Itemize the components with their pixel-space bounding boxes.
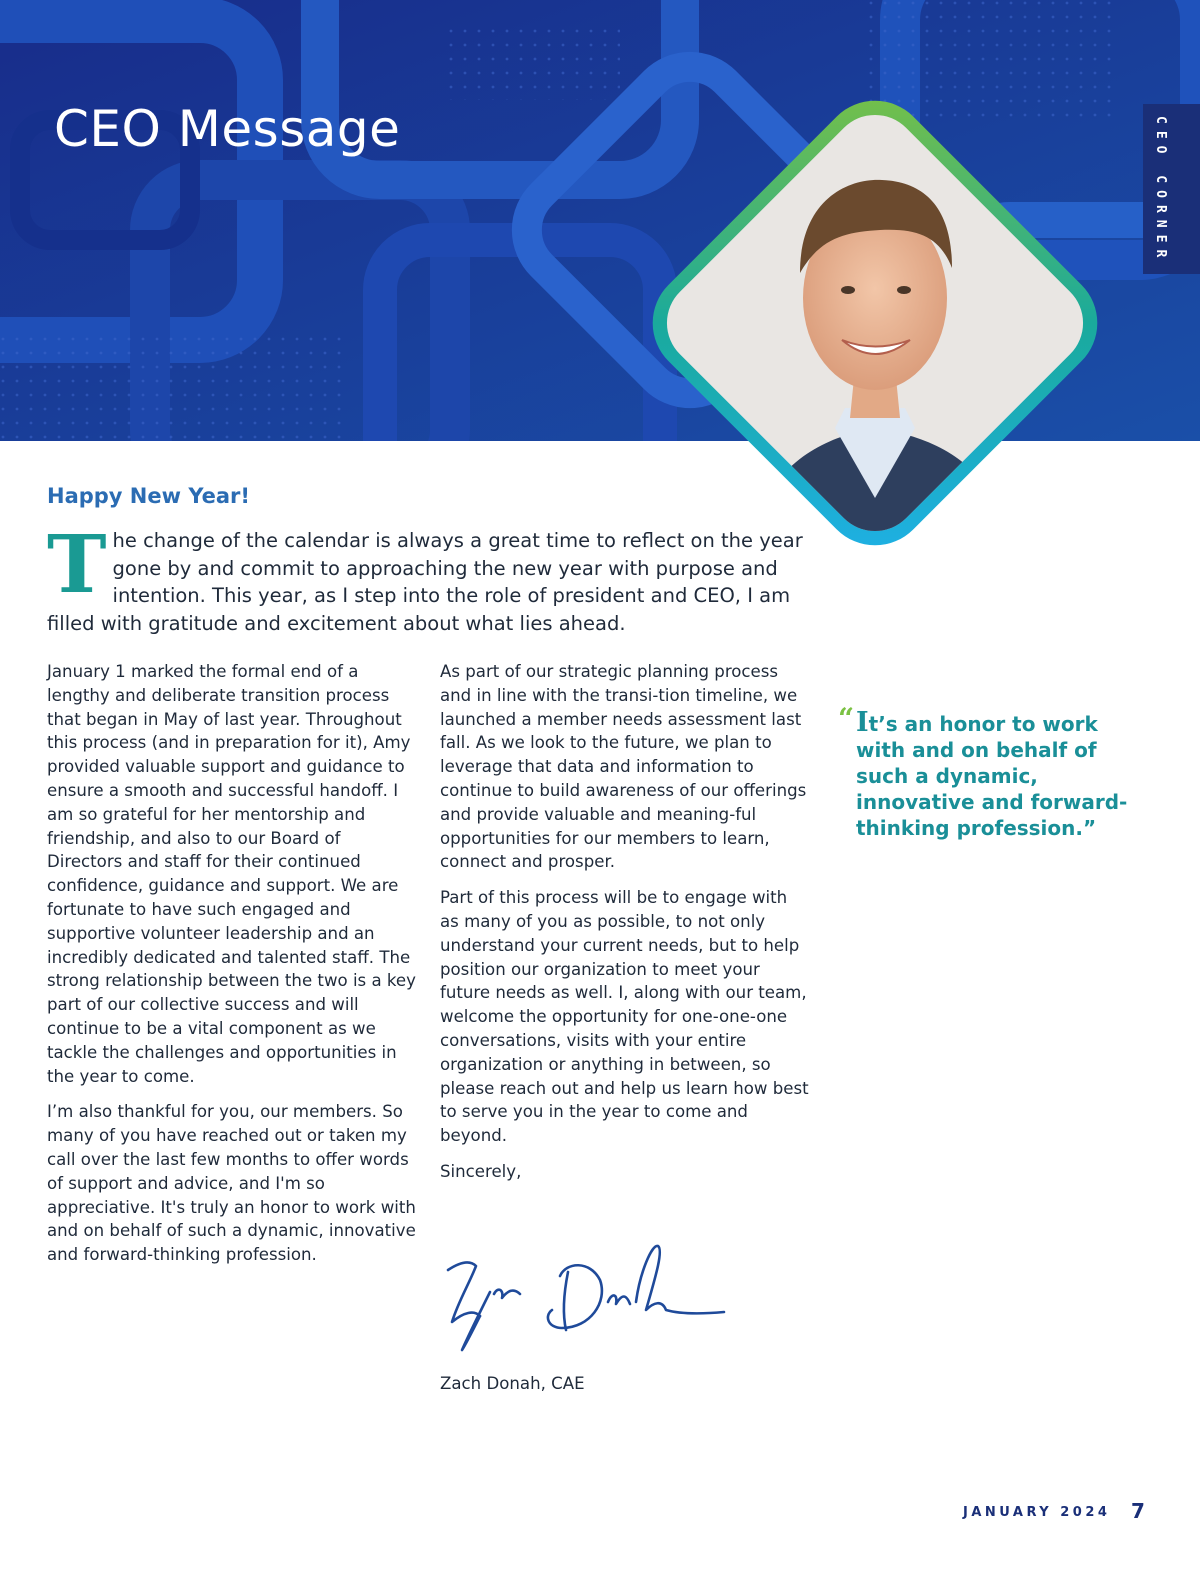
- quote-text: t’s an honor to work with and on behalf of such a dynamic, innovative and forward-thinking profession.”: [856, 712, 1128, 840]
- paragraph: Part of this process will be to engage with as many of you as possible, to not only understand your current needs, but to help position our organization to meet your future needs as well. I, along with our team, welcome the opportunity for one-one-one conversations, visits with your entire organization or anything in between, so please reach out and help us learn how best to serve you in the year to come and beyond.: [440, 888, 809, 1146]
- quote-first-letter: I: [856, 707, 869, 738]
- page-number: 7: [1131, 1499, 1145, 1523]
- pull-quote: [838, 702, 1138, 841]
- paragraph: I’m also thankful for you, our members. So many of you have reached out or taken my call over the last few months to offer words of support and advice, and I'm so appreciative. It's truly an honor to work with and on behalf of such a dynamic, innovative and forward-thinking profession.: [47, 1102, 416, 1265]
- closing-salutation: Sincerely,: [440, 1161, 522, 1181]
- section-tab-label: CEO CORNER: [1153, 116, 1168, 265]
- footer-issue-date: JANUARY 2024: [963, 1505, 1111, 1520]
- signature-icon: [440, 1232, 730, 1357]
- greeting-heading: Happy New Year!: [47, 484, 250, 508]
- body-column-2: [440, 660, 810, 1196]
- drop-cap: T: [47, 517, 107, 611]
- signer-name: Zach Donah, CAE: [440, 1374, 585, 1393]
- paragraph: January 1 marked the formal end of a lengthy and deliberate transition process that began in May of last year. Throughout this process (and in preparation for it), Amy provided valuable support and guidance to ensure a smooth and successful handoff. I am so grateful for her mentorship and friendship, and also to our Board of Directors and staff for their continued confidence, guidance and support. We are fortunate to have such engaged and supportive volunteer leadership and an incredibly dedicated and talented staff. The strong relationship between the two is a key part of our collective success and will continue to be a vital component as we tackle the challenges and opportunities in the year to come.: [47, 662, 416, 1086]
- open-quote-mark: “: [838, 702, 855, 735]
- body-column-1: [47, 660, 417, 1279]
- section-tab: [1143, 104, 1200, 274]
- intro-paragraph: [47, 517, 837, 637]
- ceo-portrait-icon: [620, 68, 1130, 578]
- intro-text: he change of the calendar is always a great time to reflect on the year gone by and commit to approaching the new year with purpose and intention. This year, as I step into the role of president and CEO, I am filled with gratitude and excitement about what lies ahead.: [47, 529, 803, 635]
- page-title: CEO Message: [54, 100, 401, 158]
- paragraph: As part of our strategic planning process and in line with the transi-tion timeline, we launched a member needs assessment last fall. As we look to the future, we plan to leverage that data and information to continue to build awareness of our offerings and provide valuable and meaning-ful opportunities for our members to learn, connect and prosper.: [440, 662, 807, 872]
